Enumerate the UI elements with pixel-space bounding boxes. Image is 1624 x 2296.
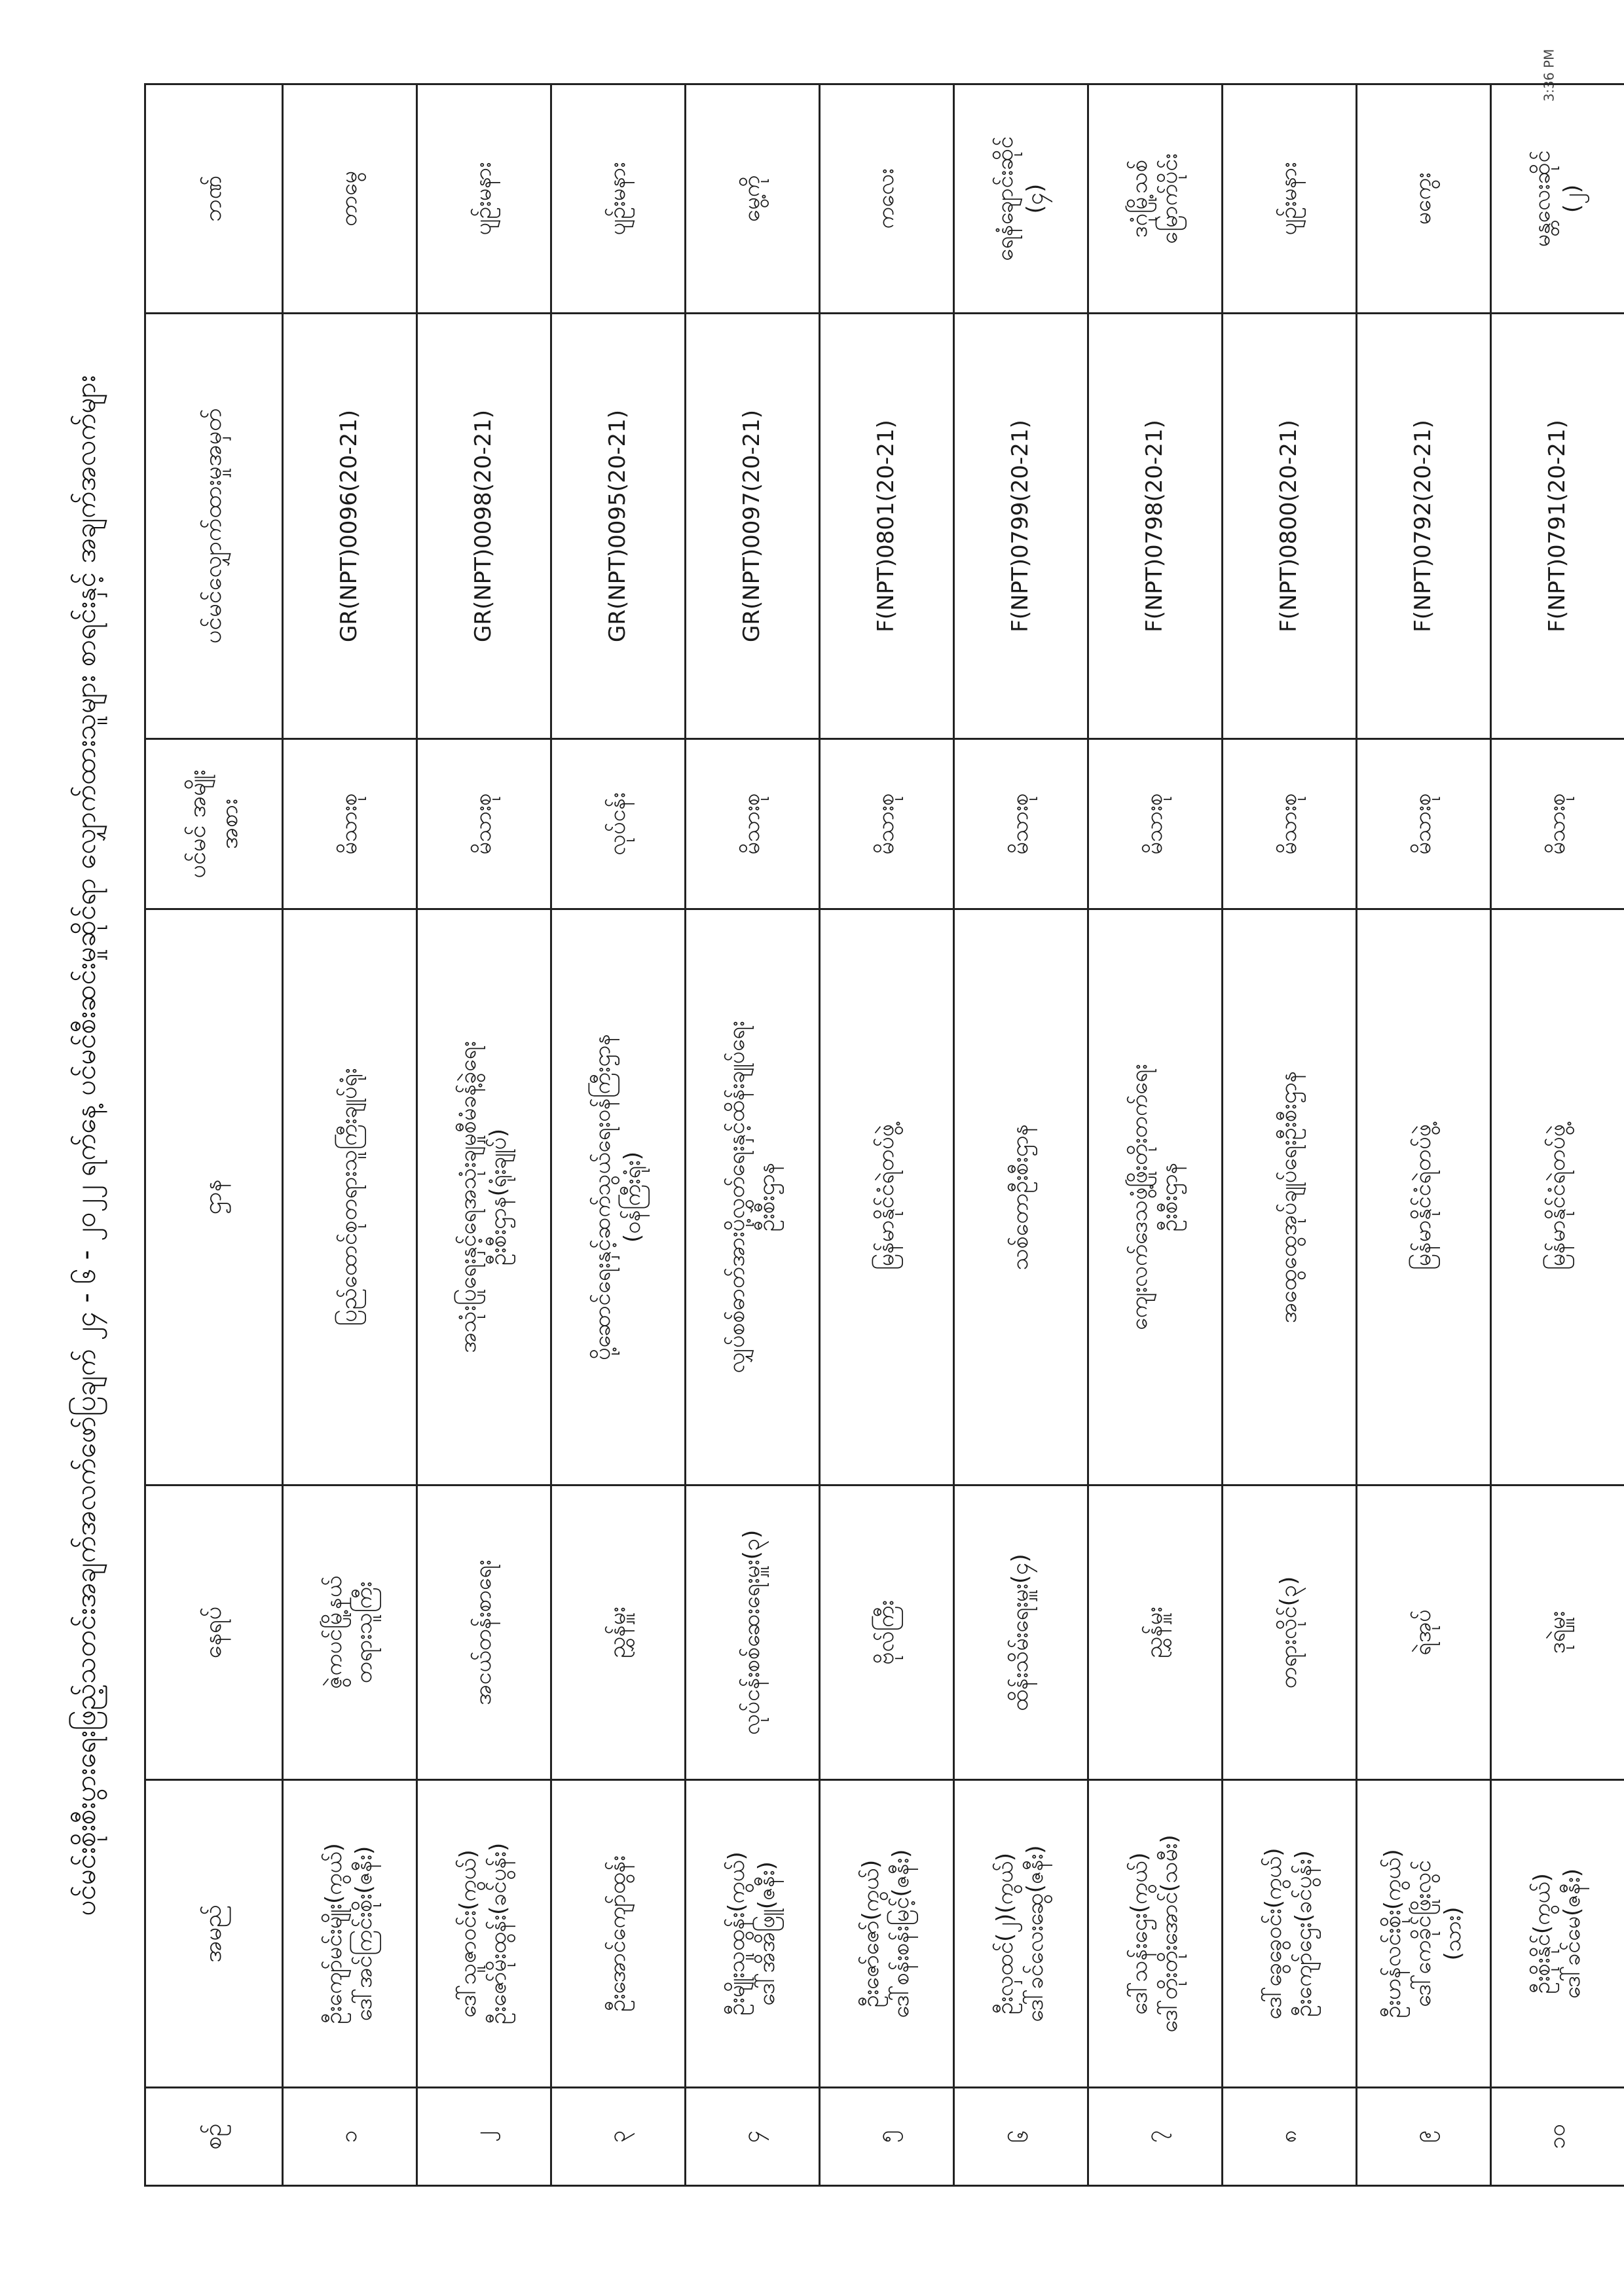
table-cell: ကလေး [820,84,954,314]
table-cell: GR(NPT)0097(20-21) [686,314,820,739]
table-row [686,84,820,2186]
table-cell: မိသားစု [686,739,820,909]
table-cell: ၈ [1223,2088,1357,2186]
table-cell: ပျဉ်းမနား [1223,84,1357,314]
table-cell: မိသားစု [417,739,551,909]
table-cell: ဦးအောင်ကျော်ထွန်း [551,1780,686,2088]
table-cell: မန္တလေးဆိုင် (၂) [1491,84,1624,314]
table-cell: ပို့ဆောင်ရေးနှင့်ဆက်သွယ်ရေးဝန်ကြီးဌာန (ဝန်ကြီးရုံး) [551,909,686,1485]
table-cell: ၆ [954,2088,1088,2186]
table-cell: အငယ်တန်းစာရေး [417,1485,551,1780]
table-cell: ဦးစိုးနိုင်(ကွယ်) ဒေါ်ခင်မေ(ဇနီး) [1491,1780,1624,2088]
table-cell: ဦးလှထင်(၂)(ကွယ်) ဒေါ်ခင်လေးဆွေ(ဇနီး) [954,1780,1088,2088]
table-cell: ပျဉ်းမနား [417,84,551,314]
header-cell: ဌာန [145,909,283,1485]
table-row [283,84,417,2186]
header-cell: စဉ် [145,2088,283,2186]
table-cell: ဇွဲကပင်မြို့နယ် တရားသူကြီး [283,1485,417,1780]
table-cell: ပျဉ်းမနား [551,84,686,314]
register-table [144,83,1624,2187]
table-cell: မိသားစု [1491,739,1624,909]
table-cell: မြန်မာနိုင်ငံရဲတပ်ဖွဲ့ [1357,909,1491,1485]
table-cell: ဒေါ်သူဇာဝင်း(ကွယ်) ဦးဇော်မိုးထွန်း(ခင်ပွန်း) [417,1780,551,2088]
table-cell: အသုံးပြုရေးနှင့်ရေအသုံးချမှုစီမံခန့်ခွဲရေး ဦးစီးဌာန(ရုံးချုပ်) [417,909,551,1485]
table-cell: ၉ [1357,2088,1491,2186]
table-cell: ၇ [1088,2088,1223,2186]
header-cell: ပင်မင်လျှောက်ထားမှုအမှတ် [145,314,283,739]
table-cell: မိသားစု [1223,739,1357,909]
table-cell: F(NPT)0799(20-21) [954,314,1088,739]
table-cell: ညွှန်မှူး [1088,1485,1223,1780]
table-cell: အထွေထွေအုပ်ချုပ်ရေးဦးစီးဌာန [1223,909,1357,1485]
table-cell: မွေ့ကို [686,84,820,314]
table-cell: F(NPT)0800(20-21) [1223,314,1357,739]
table-cell: F(NPT)0791(20-21) [1491,314,1624,739]
table-cell: မိသားစု [283,739,417,909]
table-cell: ဒဂုံမြို့သစ် မြောက်ပိုင်း [1088,84,1223,314]
table-cell: မြန်မာနိုင်ငံရဲတပ်ဖွဲ့ [1491,909,1624,1485]
table-row [1088,84,1223,2186]
table-cell: လုပ်ငန်း [551,739,686,909]
table-cell: ၅ [820,2088,954,2186]
table-row [417,84,551,2186]
table-cell: ဦးမျိုးသူထွန်း(ကွယ်) ဒေါ်အိအိဖြူ(ဇနီး) [686,1780,820,2088]
table-cell: ထိန်းသိမ်းရေးမှူး(၄) [954,1485,1088,1780]
table-cell: လုပ်ငန်းစစ်ဆေးရေးမှူး(၃) [686,1485,820,1780]
table-cell: ရေနံချောင်းဆိုင် (၄) [954,84,1088,314]
table-row [1223,84,1357,2186]
table-row [1357,84,1491,2186]
table-cell: လျှပ်စစ်ဓာတ်အားပို့လွှတ်ရေးနှင့်ထိန်းချုပ်ရေး ဦးစီးဌာန [686,909,820,1485]
table-cell: တရားလိုင်(၃) [1223,1485,1357,1780]
table-row [1491,84,1624,2186]
table-cell: ဒေါ်ခွေခွေဝင်း(ကွယ်) ဦးကျော်ဌေး(ခင်ပွန်း) [1223,1780,1357,2088]
table-cell: မကွေး [1357,84,1491,314]
table-cell: GR(NPT)0095(20-21) [551,314,686,739]
table-cell: F(NPT)0798(20-21) [1088,314,1223,739]
table-cell: မိသားစု [1357,739,1491,909]
table-cell: ဒုရဲမှူး [1491,1485,1624,1780]
table-row [551,84,686,2186]
document-title: ပင်မင်းစိုးစီးပွားရေးဖြည့်သတင်းအချက်အလက်ဖော်ပြချက် ၂၄ - ၆ - ၂၀၂၂ ရက်နေ့ ပင်မင်စီးဆင်းမှုဆိုင်ရာ လျှောက်ထားသူများ စာရင်းနှင့် အချက်အလက်များ [69,375,101,1916]
table-cell: GR(NPT)0096(20-21) [283,314,417,739]
header-cell: အမည် [145,1780,283,2088]
table-cell: ၂ [417,2088,551,2186]
table-cell: တာမွေ [283,84,417,314]
table-cell: မြန်မာနိုင်ငံရဲတပ်ဖွဲ့ [820,909,954,1485]
table-cell: ၁၀ [1491,2088,1624,2186]
table-cell: ၁ [283,2088,417,2186]
table-row [820,84,954,2186]
table-cell: ဦးဟန်လင်းစိုး(ကွယ်) ဒေါ်ကေခိုင်ဖြိုးလွင် (သား) [1357,1780,1491,2088]
table-cell: ဒေါ်သန်းဌေး(ကွယ်) ဒေါ်တိုးတိုးအောင်(သမီး) [1088,1780,1223,2088]
timestamp: 3:36 PM [1541,48,1557,102]
table-cell: ဦးကျော်မင်းမျိုး(ကွယ်) ဒေါ်အင်ကြင်းစိုး(ဇနီး) [283,1780,417,2088]
table-cell: မိသားစု [820,739,954,909]
table-cell: ၃ [551,2088,686,2186]
header-cell: ဘဏ် [145,84,283,314]
table-header-row [145,84,283,2186]
table-cell: သစ်တောဦးစီးဌာန [954,909,1088,1485]
table-cell: ၄ [686,2088,820,2186]
table-row [954,84,1088,2186]
table-cell: ဦးဇော်ဇော်(ကွယ်) ဒေါ်စန်းစန်းမြင့်(ဇနီး) [820,1780,954,2088]
table-cell: ဗိုလ်ကြီး [820,1485,954,1780]
table-cell: F(NPT)0792(20-21) [1357,314,1491,739]
table-cell: ညွှန်မှူး [551,1485,686,1780]
header-cell: ပင်မင် အမျိုးအစား [145,739,283,909]
table-cell: ရဲအုပ် [1357,1485,1491,1780]
document-page [52,20,1585,2272]
table-cell: F(NPT)0801(20-21) [820,314,954,739]
table-cell: မိသားစု [1088,739,1223,909]
table-cell: ကျေးလက်ဒေသဖွံ့ဖြိုးတိုးတက်ရေး ဦးစီးဌာန [1088,909,1223,1485]
table-cell: ပြည်ထောင်စုတရားသူကြီးချုပ်ရုံး [283,909,417,1485]
table-cell: မိသားစု [954,739,1088,909]
header-cell: နေရပ် [145,1485,283,1780]
table-cell: GR(NPT)0098(20-21) [417,314,551,739]
